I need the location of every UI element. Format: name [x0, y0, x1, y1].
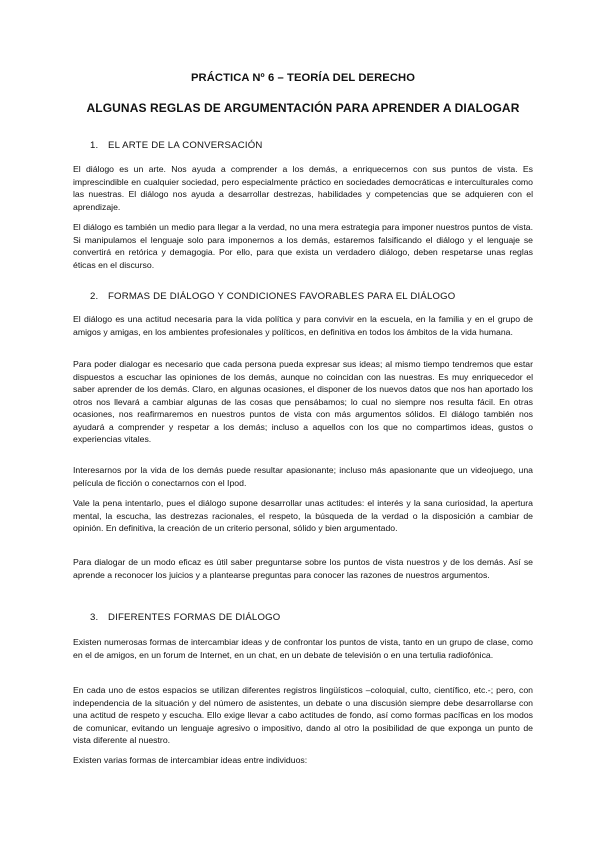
section-number: 2.	[90, 291, 99, 302]
section-heading-2	[90, 291, 530, 303]
document-title: PRÁCTICA Nº 6 – TEORÍA DEL DERECHO	[190, 72, 415, 84]
document-subtitle: ALGUNAS REGLAS DE ARGUMENTACIÓN PARA APRENDER A DIALOGAR	[86, 101, 520, 115]
paragraph: Existen numerosas formas de intercambiar ideas y de confrontar los puntos de vista, tanto en un grupo de clase, como en el de amigos, en un forum de Internet, en un chat, en un debate de televisión o en una tertulia radiofónica.	[73, 637, 533, 660]
section-number: 1.	[90, 140, 99, 151]
section-title: DIFERENTES FORMAS DE DIÁLOGO	[108, 612, 281, 623]
paragraph: Existen varias formas de intercambiar ideas entre individuos:	[73, 755, 308, 765]
section-title: FORMAS DE DIÁLOGO Y CONDICIONES FAVORABLES PARA EL DIÁLOGO	[108, 291, 456, 302]
document-page	[73, 0, 533, 848]
paragraph: Vale la pena intentarlo, pues el diálogo supone desarrollar unas actitudes: el interés y la sana curiosidad, la apertura mental, la escucha, las destrezas racionales, el respeto, la búsqueda de la verdad o la disposición a cambiar de opinión. En definitiva, la creación de un criterio personal, sólido y bien argumentado.	[73, 498, 533, 533]
section-title: EL ARTE DE LA CONVERSACIÓN	[108, 140, 263, 151]
paragraph: El diálogo es un arte. Nos ayuda a comprender a los demás, a enriquecernos con sus puntos de vista. Es imprescindible en cualquier sociedad, pero especialmente práctico en sociedades democráticas e interculturales como las nuestras. El diálogo nos ayuda a desarrollar destrezas, habilidades y competencias que se adquieren con el aprendizaje.	[73, 164, 533, 212]
paragraph: Para poder dialogar es necesario que cada persona pueda expresar sus ideas; al mismo tiempo tendremos que estar dispuestos a escuchar las opiniones de los demás, aunque no coincidan con las nuestras. Es muy enriquecedor el saber aprender de los demás. Claro, en algunas ocasiones, el disponer de los nuevos datos que nos han aportado los otros nos llevará a cambiar algunas de las cosas que pensábamos; lo cual no siempre nos resulta fácil. En otras ocasiones, nos reafirmaremos en nuestros puntos de vista con más argumentos sólidos. El diálogo también nos ayudará a comprender y respetar a los demás; incluso a aquellos con los que no compartimos ideas, gustos o experiencias vitales.	[73, 359, 533, 444]
paragraph: El diálogo es también un medio para llegar a la verdad, no una mera estrategia para imponer nuestros puntos de vista. Si manipulamos el lenguaje solo para imponernos a los demás, estaremos falsificando el diálogo y el lenguaje se convertirá en retórica y demagogia. Por ello, para que exista un verdadero diálogo, deben respetarse unas reglas éticas en el discurso.	[73, 222, 533, 270]
paragraph: Interesarnos por la vida de los demás puede resultar apasionante; incluso más apasionante que un videojuego, una película de ficción o conectarnos con el Ipod.	[73, 465, 533, 488]
paragraph: Para dialogar de un modo eficaz es útil saber preguntarse sobre los puntos de vista nuestros y de los demás. Así se aprende a reconocer los juicios y a plantearse preguntas para conocer las razones de nuestros argumentos.	[73, 557, 533, 580]
section-heading-3	[90, 612, 530, 624]
paragraph: En cada uno de estos espacios se utilizan diferentes registros lingüísticos –coloquial, culto, científico, etc.-; pero, con independencia de la situación y del número de asistentes, un debate o una discusión siempre debe desarrollarse con una actitud de respeto y escucha. Ello exige llevar a cabo actitudes de fondo, así como formas pacíficas en los modos de comunicar, evitando un lenguaje agresivo o impositivo, dando al otro la posibilidad de que exponga un punto de vista diferente al nuestro.	[73, 685, 533, 745]
section-number: 3.	[90, 612, 99, 623]
paragraph: El diálogo es una actitud necesaria para la vida política y para convivir en la escuela, en la familia y en el grupo de amigos y amigas, en los ambientes profesionales y políticos, en definitiva en todos los ámbitos de la vida humana.	[73, 314, 533, 337]
section-heading-1	[90, 140, 530, 152]
